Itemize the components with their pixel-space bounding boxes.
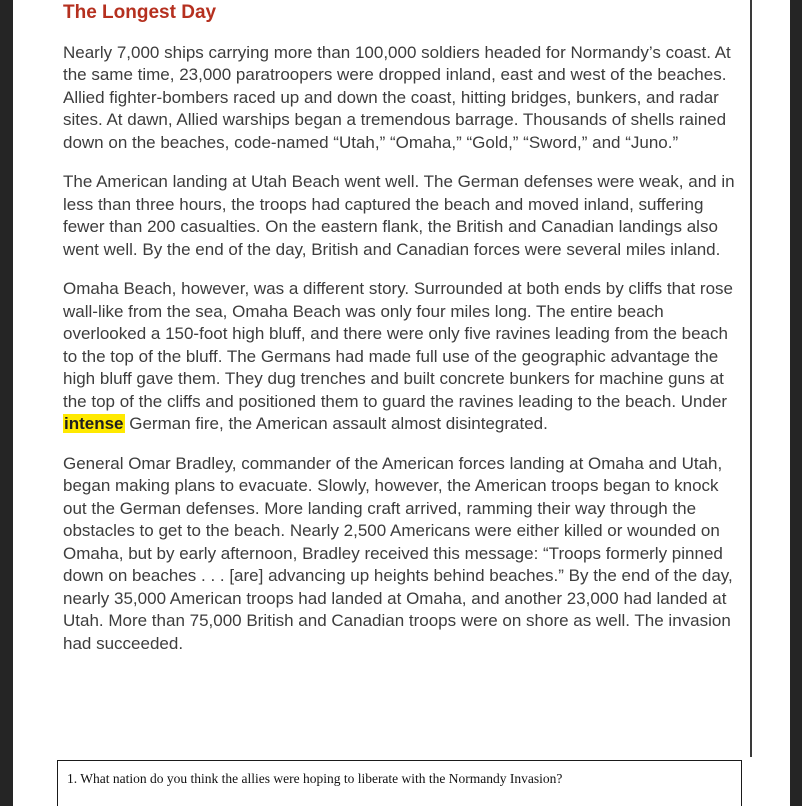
paragraph-3 [63,278,740,436]
document-content [13,0,790,655]
paragraph-1: Nearly 7,000 ships carrying more than 100,000 soldiers headed for Normandy’s coast. At the same time, 23,000 paratroopers were dropped inland, east and west of the beaches. Allied fighter-bombers raced up and down the coast, hitting bridges, bunkers, and radar sites. At dawn, Allied warships began a tremendous barrage. Thousands of shells rained down on the beaches, code-named “Utah,” “Omaha,” “Gold,” “Sword,” and “Juno.” [63,42,731,152]
paragraph-3-post: German fire, the American assault almost disintegrated. [124,414,548,434]
paragraph-2: The American landing at Utah Beach went well. The German defenses were weak, and in less than three hours, the troops had captured the beach and moved inland, suffering fewer than 200 casualties. On the eastern flank, the British and Canadian landings also went well. By the end of the day, British and Canadian forces were several miles inland. [63,172,735,259]
vertical-divider [750,0,752,757]
document-page [13,0,790,806]
paragraph-3-pre: Omaha Beach, however, was a different story. Surrounded at both ends by cliffs that rose wall-like from the sea, Omaha Beach was only four miles long. The entire beach overlooked a 150-foot high bluff, and there were only five ravines leading from the beach to the top of the bluff. The Germans had made full use of the geographic advantage the high bluff gave them. They dug trenches and built concrete bunkers for machine guns at the top of the cliffs and positioned them to guard the ravines leading to the beach. Under [63,279,733,411]
question-text: 1. What nation do you think the allies were hoping to liberate with the Normandy Invasion? [67,771,563,786]
paragraph-4: General Omar Bradley, commander of the American forces landing at Omaha and Utah, began making plans to evacuate. Slowly, however, the American troops began to knock out the German defenses. More landing craft arrived, ramming their way through the obstacles to get to the beach. Nearly 2,500 Americans were either killed or wounded on Omaha, but by early afternoon, Bradley received this message: “Troops formerly pinned down on beaches . . . [are] advancing up heights behind beaches.” By the end of the day, nearly 35,000 American troops had landed at Omaha, and another 23,000 had landed at Utah. More than 75,000 British and Canadian troops were on shore as well. The invasion had succeeded. [63,453,733,653]
page-title: The Longest Day [63,2,217,23]
highlighted-word: intense [64,414,124,434]
question-box [57,760,742,806]
